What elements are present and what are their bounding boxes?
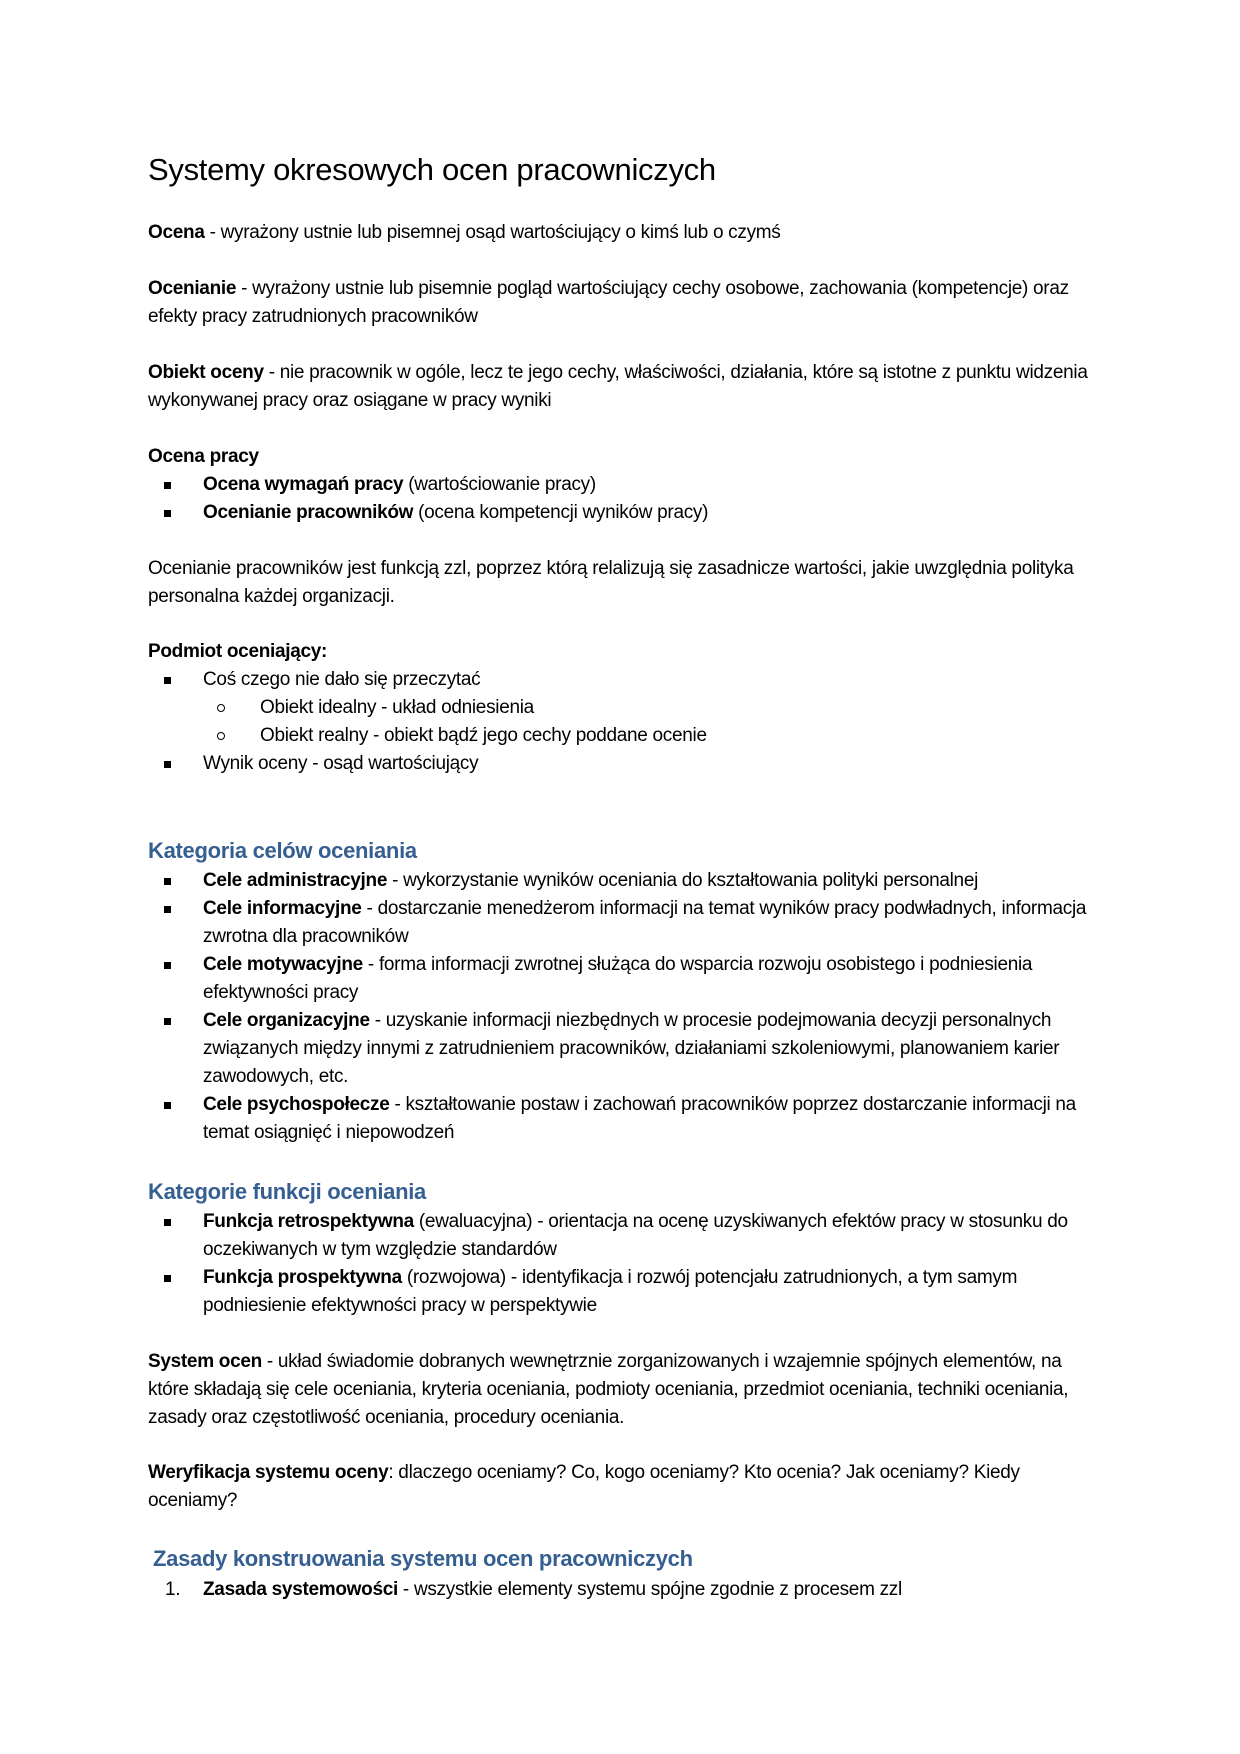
term: Funkcja prospektywna [203,1267,402,1288]
bullet-icon [164,878,171,885]
item-text: - forma informacji zwrotnej służąca do wsparcia rozwoju osobistego i podniesienia efektywności pracy [203,954,1033,1003]
bullet-icon [164,1102,171,1109]
list-item [148,1576,1098,1604]
bullet-icon [164,482,171,489]
bullet-icon [164,1018,171,1025]
definition-text: - układ świadomie dobranych wewnętrznie zorganizowanych i wzajemnie spójnych elementów, na które składają się cele oceniania, kryteria oceniania, podmioty oceniania, przedmiot oceniania, techniki oceniania, zasady oraz częstotliwość oceniania, procedury oceniania. [148,1351,1069,1428]
list-item [148,951,1098,1007]
heading-zasady: Zasady konstruowania systemu ocen pracowniczych [153,1546,693,1571]
bullet-icon [164,962,171,969]
term: Cele motywacyjne [203,954,363,975]
term: Cele psychospołecze [203,1094,390,1115]
list-item [148,895,1098,951]
term: Ocenianie [148,278,237,299]
term: Cele administracyjne [203,870,388,891]
term: Cele informacyjne [203,898,362,919]
definition-text: - nie pracownik w ogóle, lecz te jego cechy, właściwości, działania, które są istotne z punktu widzenia wykonywanej pracy oraz osiągane w pracy wyniki [148,362,1088,411]
bullet-icon [164,510,171,517]
list-item [148,1091,1098,1147]
item-text: Obiekt idealny - układ odniesienia [260,697,534,718]
item-text: - dostarczanie menedżerom informacji na temat wyników pracy podwładnych, informacja zwrotna dla pracowników [203,898,1087,947]
bullet-list [148,666,1098,778]
term: Ocena wymagań pracy [203,474,404,495]
bullet-list-cele [148,867,1098,1147]
item-text: - wykorzystanie wyników oceniania do kształtowania polityki personalnej [387,870,979,891]
bullet-list-funkcje [148,1208,1098,1320]
sub-list-item [148,694,1098,722]
bullet-list [148,471,1098,527]
list-item [148,471,1098,499]
definition-text: - wyrażony ustnie lub pisemnie pogląd wartościujący cechy osobowe, zachowania (kompetencje) oraz efekty pracy zatrudnionych pracowników [148,278,1069,327]
section-label: Podmiot oceniający: [148,641,328,662]
term: Obiekt oceny [148,362,264,383]
list-item [148,1007,1098,1091]
list-item [148,750,1098,778]
term: Zasada systemowości [203,1579,398,1600]
bullet-icon [164,1275,171,1282]
term: System ocen [148,1351,262,1372]
heading-kategoria-celow: Kategoria celów oceniania [148,838,417,863]
list-number: 1. [165,1579,181,1600]
list-item [148,666,1098,694]
term: Funkcja retrospektywna [203,1211,414,1232]
section-label: Ocena pracy [148,446,259,467]
list-item [148,1208,1098,1264]
item-text: - uzyskanie informacji niezbędnych w procesie podejmowania decyzji personalnych związanych między innymi z zatrudnieniem pracowników, działaniami szkoleniowymi, planowaniem karier zawodowych, etc. [203,1010,1060,1087]
sub-list-item [148,722,1098,750]
bullet-icon [164,677,171,684]
list-item [148,1264,1098,1320]
term: Cele organizacyjne [203,1010,370,1031]
definition-obiekt-oceny [148,359,1098,415]
item-text: (wartościowanie pracy) [403,474,596,495]
definition-system-ocen [148,1348,1098,1432]
heading-kategorie-funkcji: Kategorie funkcji oceniania [148,1179,426,1204]
bullet-icon [164,906,171,913]
circle-bullet-icon [217,704,225,712]
list-item [148,867,1098,895]
definition-text: : dlaczego oceniamy? Co, kogo oceniamy? Kto ocenia? Jak oceniamy? Kiedy oceniamy? [148,1462,1020,1511]
definition-ocenianie [148,275,1098,331]
term: Ocenianie pracowników [203,502,414,523]
circle-bullet-icon [217,732,225,740]
definition-text: - wyrażony ustnie lub pisemnej osąd wartościujący o kimś lub o czymś [204,222,781,243]
list-item [148,499,1098,527]
item-text: (ocena kompetencji wyników pracy) [413,502,709,523]
bullet-icon [164,761,171,768]
item-text: Obiekt realny - obiekt bądź jego cechy poddane ocenie [260,725,707,746]
term: Ocena [148,222,205,243]
numbered-list-zasady [148,1576,1098,1604]
item-text: Coś czego nie dało się przeczytać [203,669,481,690]
item-text: - wszystkie elementy systemu spójne zgodnie z procesem zzl [397,1579,902,1600]
section-ocena-pracy [148,443,1098,527]
definition-weryfikacja [148,1459,1098,1515]
item-text: Wynik oceny - osąd wartościujący [203,753,479,774]
bullet-icon [164,1219,171,1226]
section-podmiot [148,638,1098,778]
item-text: (rozwojowa) - identyfikacja i rozwój potencjału zatrudnionych, a tym samym podniesienie efektywności pracy w perspektywie [203,1267,1018,1316]
page-title: Systemy okresowych ocen pracowniczych [148,152,716,187]
item-text: - kształtowanie postaw i zachowań pracowników poprzez dostarczanie informacji na temat osiągnięć i niepowodzeń [203,1094,1076,1143]
term: Weryfikacja systemu oceny [148,1462,389,1483]
definition-ocena [148,219,1098,247]
item-text: (ewaluacyjna) - orientacja na ocenę uzyskiwanych efektów pracy w stosunku do oczekiwanych w tym względzie standardów [203,1211,1068,1260]
paragraph-zzl: Ocenianie pracowników jest funkcją zzl, poprzez którą relalizują się zasadnicze wartości, jakie uwzględnia polityka personalna każdej organizacji. [148,558,1074,607]
